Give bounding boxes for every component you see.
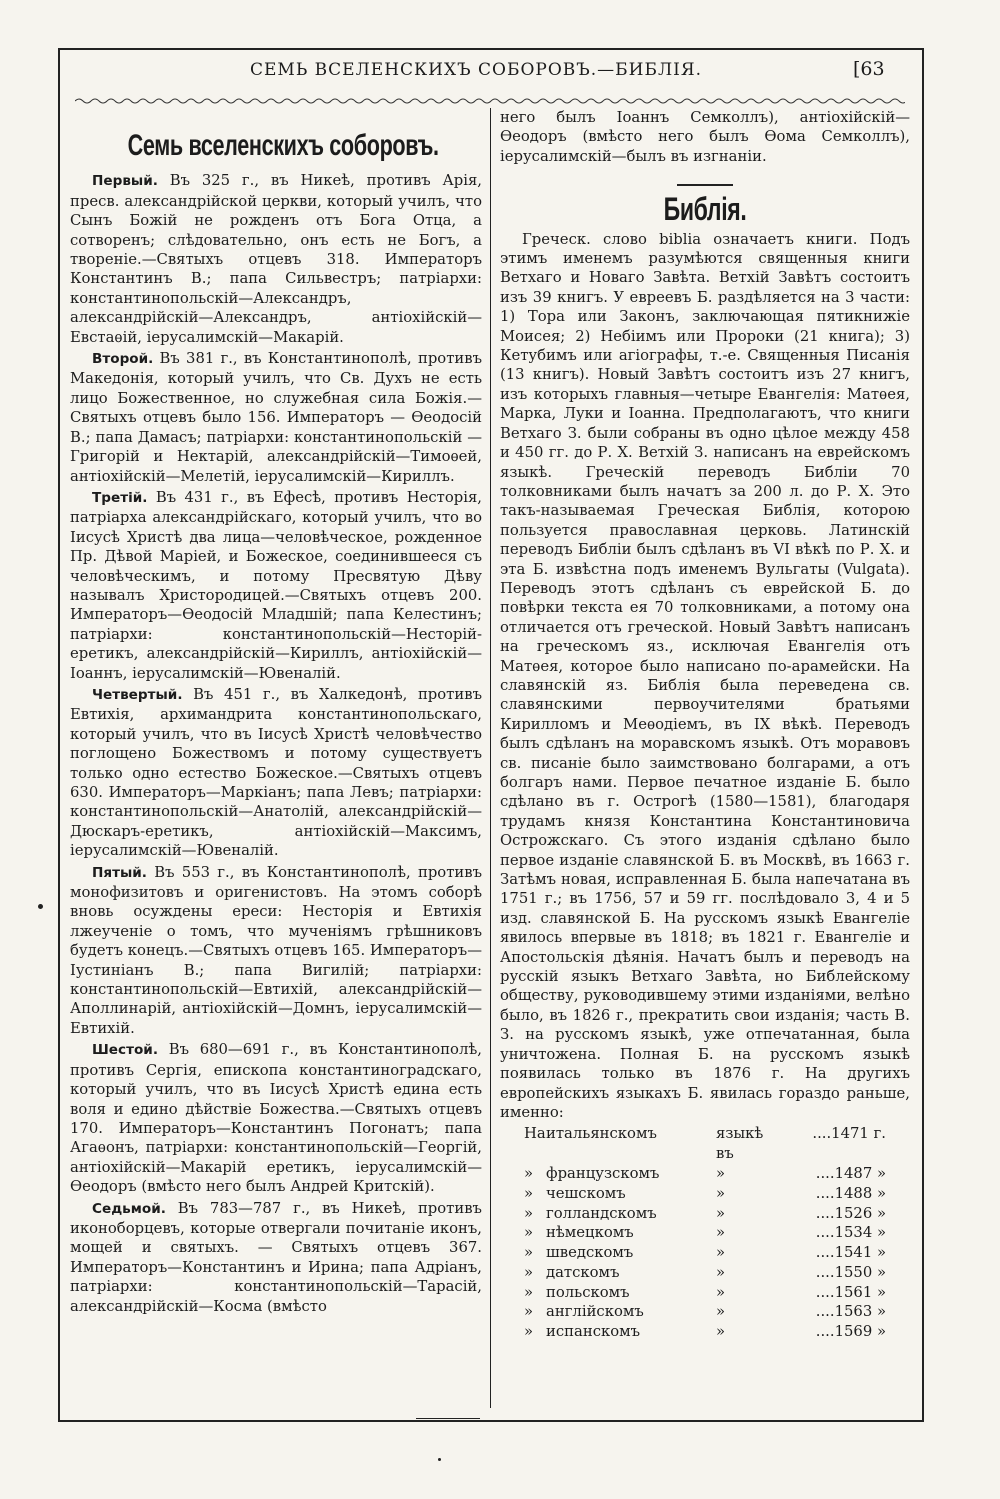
- running-title: СЕМЬ ВСЕЛЕНСКИХЪ СОБОРОВЪ.—БИБЛІЯ.: [250, 60, 703, 80]
- council-entry: [70, 1199, 482, 1316]
- ditto-mark: »: [524, 1323, 534, 1341]
- ditto-mark: »: [524, 1283, 534, 1301]
- column-divider: [490, 108, 491, 1408]
- ditto-mark: языкѣ въ: [716, 1125, 764, 1163]
- ditto-mark: »: [524, 1184, 534, 1202]
- page-number: [63: [853, 58, 885, 80]
- councils-heading: Семь вселенскихъ соборовъ.: [127, 129, 439, 162]
- translation-language: англійскомъ: [546, 1303, 644, 1321]
- translation-year: ....1526 »: [815, 1204, 886, 1222]
- bible-text: Греческ. слово biblia означаетъ книги. Подъ этимъ именемъ разумѣются священныя книги Ветхаго и Новаго Завѣта. Ветхій Завѣтъ состоитъ изъ 39 книгъ. У евреевъ Б. раздѣляется на 3 части: 1) Тора или Законъ, заключающая пятикнижіе Моисея; 2) Небіимъ или Пророки (21 книга); 3) Кетубимъ или агіографы, т.-е. Священныя Писанія (13 книгъ). Новый Завѣтъ состоитъ изъ 27 книгъ, изъ которыхъ главныя—четыре Евангелія: Матѳея, Марка, Луки и Іоанна. Предполагаютъ, что книги Ветхаго З. были собраны въ одно цѣлое между 458 и 450 гг. до Р. Х. Ветхій З. написанъ на еврейскомъ языкѣ. Греческій переводъ Библіи 70 толковниками былъ начатъ за 200 л. до Р. Х. Это такъ-называемая Греческая Библія, которою пользуется православная церковь. Латинскій переводъ Библіи былъ сдѣланъ въ VI вѣкѣ по Р. Х. и эта Б. извѣстна подъ именемъ Вульгаты (Vulgata). Переводъ этотъ сдѣланъ съ еврейской Б. до повѣрки текста ея 70 толковниками, а потому она отличается отъ греческой. Новый Завѣтъ написанъ на греческомъ яз., исключая Евангелія отъ Матѳея, которое было написано по-арамейски. На славянскій яз. Библія была переведена св. славянскими первоучителями братьями Кирилломъ и Меѳодіемъ, въ IX вѣкѣ. Переводъ былъ сдѣланъ на моравскомъ языкѣ. Отъ моравовъ св. писаніе было заимствовано болгарами, а отъ болгаръ нами. Первое печатное изданіе Б. было сдѣлано въ г. Острогѣ (1580—1581), благодаря трудамъ князя Константина Константиновича Острожскаго. Съ этого изданія сдѣлано было первое изданіе славянской Б. въ Москвѣ, въ 1663 г. Затѣмъ новая, исправленная Б. была напечатана въ 1751 г.; въ 1756, 57 и 59 гг. послѣдовало 3, 4 и 5 изд. славянской Б. На русскомъ языкѣ Евангеліе явилось впервые въ 1818; въ 1821 г. Евангеліе и Апостольскія дѣянія. Начатъ былъ и переводъ на русскій языкъ Ветхаго Завѣта, но Библейскому обществу, руководившему этими изданіями, велѣно было, въ 1826 г., прекратить свои изданія; часть В. З. на русскомъ языкѣ, уже отпечатанная, была уничтожена. Полная Б. на русскомъ языкѣ появилась только въ 1876 г. На другихъ европейскихъ языкахъ Б. явилась гораздо раньше, именно:: [500, 230, 910, 1121]
- council-lead: Шестой.: [92, 1042, 158, 1059]
- translation-row: [524, 1223, 886, 1243]
- print-speck: [438, 1458, 441, 1461]
- translation-row: [524, 1184, 886, 1204]
- council-lead: Четвертый.: [92, 686, 183, 703]
- translation-year: ....1563 »: [815, 1303, 886, 1321]
- council-entry: [70, 1040, 482, 1196]
- council-continuation: него былъ Іоаннъ Семколлъ), антіохійскій—Ѳеодоръ (вмѣсто него былъ Ѳома Семколлъ), іерусалимскій—былъ въ изгнаніи.: [500, 109, 910, 165]
- ditto-mark: »: [716, 1283, 726, 1301]
- translation-row: [524, 1243, 886, 1263]
- ditto-mark: »: [716, 1323, 726, 1341]
- ditto-mark: »: [716, 1244, 726, 1262]
- bottom-rule: [416, 1418, 480, 1419]
- translation-row: [524, 1322, 886, 1342]
- translation-language: испанскомъ: [546, 1323, 641, 1341]
- council-lead: Первый.: [92, 173, 158, 190]
- translation-language: чешскомъ: [546, 1184, 626, 1202]
- translation-row: [524, 1302, 886, 1322]
- ditto-mark: »: [524, 1204, 534, 1222]
- translation-year: ....1471 г.: [812, 1125, 886, 1143]
- translation-language: нѣмецкомъ: [546, 1224, 634, 1242]
- ditto-mark: »: [524, 1303, 534, 1321]
- ditto-mark: »: [524, 1164, 534, 1182]
- council-text: Въ 680—691 г., въ Константинополѣ, противъ Сергія, епископа константиноградскаго, который училъ, что въ Іисусѣ Христѣ едина есть воля и едино дѣйствіе Божества.—Святыхъ отцевъ 170. Императоръ—Константинъ Погонатъ; папа Агаѳонъ, патріархи: константинопольскій—Георгій, антіохійскій—Макарій еретикъ, іерусалимскій—Ѳеодоръ (вмѣсто него былъ Андрей Критскій).: [70, 1041, 482, 1196]
- ditto-mark: »: [716, 1204, 726, 1222]
- translation-row: [524, 1164, 886, 1184]
- ditto-mark: »: [524, 1263, 534, 1281]
- council-text: Въ 431 г., въ Ефесѣ, противъ Несторія, патріарха александрійскаго, который училъ, что во Іисусѣ Христѣ два лица—человѣческое, рожденное Пр. Дѣвой Маріей, и Божеское, соединившееся съ человѣческимъ, и потому Пресвятую Дѣву называлъ Христородицей.—Святыхъ отцевъ 200. Императоръ—Ѳеодосій Младшій; папа Келестинъ; патріархи: константинопольскій—Несторій-еретикъ, александрійскій—Кириллъ, антіохійскій—Іоаннъ, іерусалимскій—Ювеналій.: [70, 488, 482, 682]
- translation-year: ....1541 »: [815, 1244, 886, 1262]
- ditto-mark: »: [716, 1164, 726, 1182]
- council-text: Въ 553 г., въ Константинополѣ, противъ монофизитовъ и оригенистовъ. На этомъ соборѣ вновь осуждены ереси: Несторія и Евтихія лжеученіе о томъ, что мученіямъ грѣшниковъ будетъ конецъ.—Святыхъ отцевъ 165. Императоръ—Іустиніанъ В.; папа Вигилій; патріархи: константинопольскій—Евтихій, александрійскій—Аполлинарій, антіохійскій—Домнъ, іерусалимскій—Евтихій.: [70, 863, 482, 1037]
- councils-column: [70, 108, 482, 1318]
- council-entry: [70, 685, 482, 861]
- council-lead: Пятый.: [92, 864, 147, 881]
- ditto-mark: »: [716, 1224, 726, 1242]
- council-lead: Седьмой.: [92, 1200, 166, 1217]
- council-lead: Третій.: [92, 489, 148, 506]
- translation-year: ....1550 »: [815, 1263, 886, 1281]
- ditto-mark: На: [524, 1125, 546, 1143]
- ditto-mark: »: [716, 1184, 726, 1202]
- translation-language: польскомъ: [546, 1283, 630, 1301]
- council-entry: [70, 488, 482, 683]
- print-speck: [38, 904, 43, 909]
- translation-row: [524, 1124, 886, 1164]
- translation-row: [524, 1283, 886, 1303]
- translation-row: [524, 1204, 886, 1224]
- ditto-mark: »: [716, 1263, 726, 1281]
- council-text: Въ 783—787 г., въ Никеѣ, противъ иконоборцевъ, которые отвергали почитаніе иконъ, мощей и святыхъ. — Святыхъ отцевъ 367. Императоръ—Константинъ и Ирина; папа Адріанъ, патріархи: константинопольскій—Тарасій, александрійскій—Косма (вмѣсто: [70, 1199, 482, 1315]
- translation-year: ....1487 »: [815, 1164, 886, 1182]
- translation-language: датскомъ: [546, 1263, 620, 1281]
- council-entry: [70, 171, 482, 347]
- translation-list: [524, 1124, 886, 1342]
- section-rule: [677, 184, 733, 186]
- translation-year: ....1569 »: [815, 1323, 886, 1341]
- council-lead: Второй.: [92, 351, 154, 368]
- bible-column: [500, 108, 910, 1342]
- translation-row: [524, 1263, 886, 1283]
- translation-year: ....1561 »: [815, 1283, 886, 1301]
- bible-heading: Библія.: [663, 191, 747, 228]
- translation-language: французскомъ: [546, 1164, 660, 1182]
- ditto-mark: »: [524, 1244, 534, 1262]
- translation-language: итальянскомъ: [546, 1125, 657, 1143]
- ditto-mark: »: [524, 1224, 534, 1242]
- translation-language: голландскомъ: [546, 1204, 657, 1222]
- translation-year: ....1534 »: [815, 1224, 886, 1242]
- translation-language: шведскомъ: [546, 1244, 634, 1262]
- council-entry: [70, 349, 482, 486]
- council-entry: [70, 863, 482, 1039]
- council-text: Въ 325 г., въ Никеѣ, противъ Арія, пресв. александрійской церкви, который училъ, что Сынъ Божій не рожденъ отъ Бога Отца, а сотворенъ; слѣдовательно, онъ есть не Богъ, а твореніе.—Святыхъ отцевъ 318. Императоръ Константинъ В.; папа Сильвестръ; патріархи: константинопольскій—Александръ, александрійскій—Александръ, антіохійскій—Евстаѳій, іерусалимскій—Макарій.: [70, 172, 482, 346]
- wavy-rule: [75, 96, 905, 106]
- council-text: Въ 381 г., въ Константинополѣ, противъ Македонія, который училъ, что Св. Духъ не есть лицо Божественное, но служебная сила Божія.—Святыхъ отцевъ было 156. Императоръ — Ѳеодосій В.; папа Дамасъ; патріархи: константинопольскій — Григорій и Нектарій, александрійскій—Тимоѳей, антіохійскій—Мелетій, іерусалимскій—Кириллъ.: [70, 350, 482, 485]
- council-text: Въ 451 г., въ Халкедонѣ, противъ Евтихія, архимандрита константинопольскаго, который училъ, что въ Іисусѣ Христѣ человѣчество поглощено Божествомъ и потому существуетъ только одно естество Божеское.—Святыхъ отцевъ 630. Императоръ—Маркіанъ; папа Левъ; патріархи: константинопольскій—Анатолій, александрійскій—Дюскаръ-еретикъ, антіохійскій—Максимъ, іерусалимскій—Ювеналій.: [70, 685, 482, 860]
- ditto-mark: »: [716, 1303, 726, 1321]
- translation-year: ....1488 »: [815, 1184, 886, 1202]
